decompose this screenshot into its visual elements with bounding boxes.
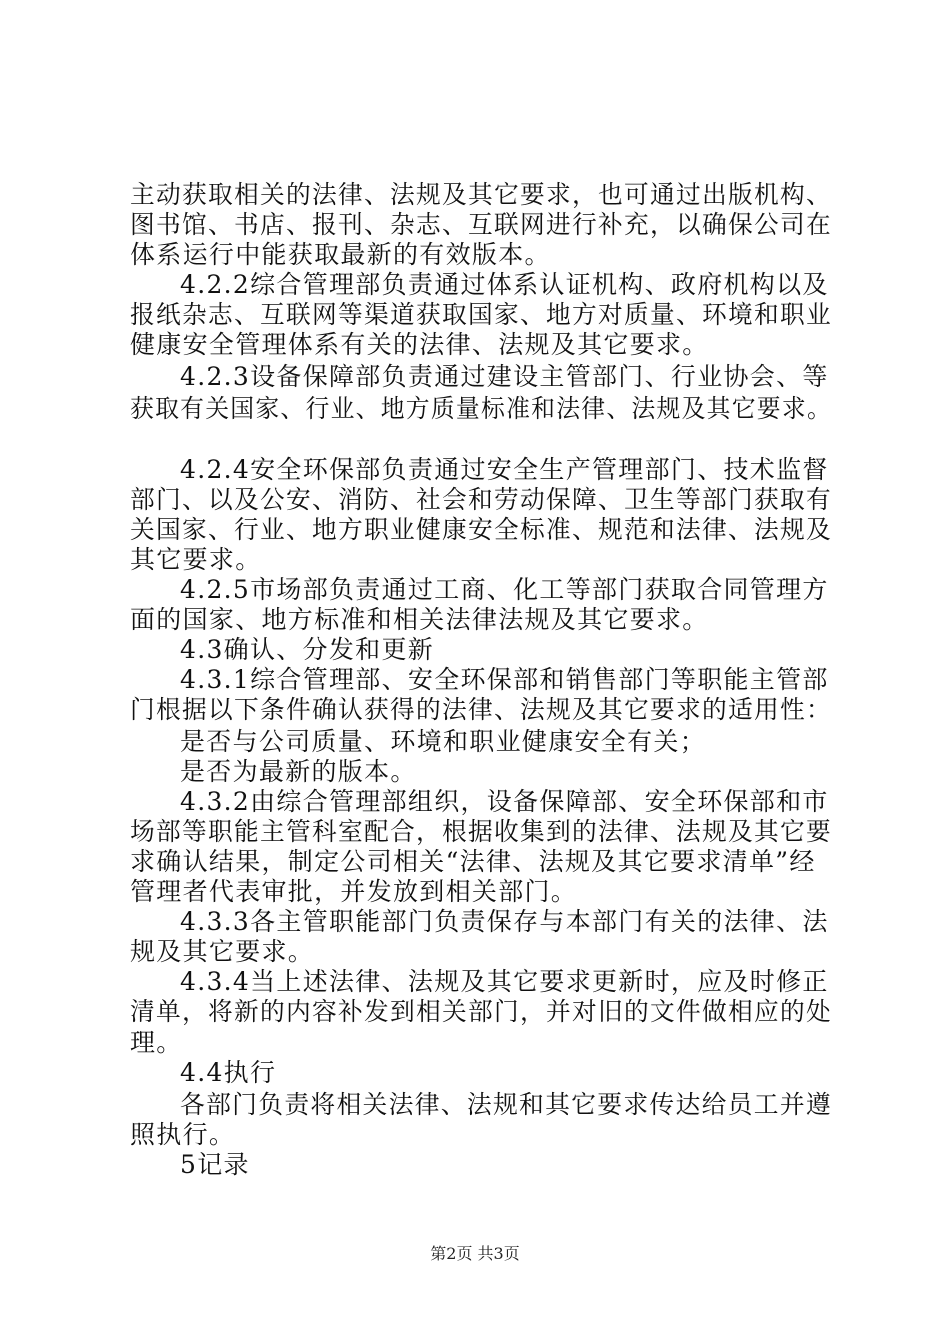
body-text-line: 各部门负责将相关法律、法规和其它要求传达给员工并遵: [180, 1090, 832, 1119]
section-heading-4-4: 4.4执行: [180, 1058, 277, 1087]
body-text-line: 图书馆、书店、报刊、杂志、互联网进行补充，以确保公司在: [130, 210, 833, 239]
clause-4-3-1-line: 4.3.1综合管理部、安全环保部和销售部门等职能主管部: [180, 665, 829, 694]
body-text-line: 面的国家、地方标准和相关法律法规及其它要求。: [130, 605, 709, 634]
body-text-line: 理。: [130, 1028, 183, 1057]
condition-item: 是否与公司质量、环境和职业健康安全有关；: [180, 727, 707, 756]
body-text-line: 主动获取相关的法律、法规及其它要求，也可通过出版机构、: [130, 180, 833, 209]
clause-4-2-4-line: 4.2.4安全环保部负责通过安全生产管理部门、技术监督: [180, 455, 829, 484]
clause-4-3-4-line: 4.3.4当上述法律、法规及其它要求更新时，应及时修正: [180, 967, 829, 996]
section-heading-5: 5记录: [180, 1150, 250, 1179]
body-text-line: 其它要求。: [130, 545, 262, 574]
clause-4-2-5-line: 4.2.5市场部负责通过工商、化工等部门获取合同管理方: [180, 575, 829, 604]
page-number-footer: 第2页 共3页: [430, 1244, 520, 1263]
clause-4-2-3-line: 4.2.3设备保障部负责通过建设主管部门、行业协会、等: [180, 362, 829, 391]
body-text-line: 健康安全管理体系有关的法律、法规及其它要求。: [130, 330, 709, 359]
body-text-line: 管理者代表审批，并发放到相关部门。: [130, 877, 578, 906]
body-text-line: 照执行。: [130, 1120, 236, 1149]
body-text-line: 场部等职能主管科室配合，根据收集到的法律、法规及其它要: [130, 817, 833, 846]
body-text-line: 部门、以及公安、消防、社会和劳动保障、卫生等部门获取有: [130, 485, 833, 514]
clause-4-2-2-line: 4.2.2综合管理部负责通过体系认证机构、政府机构以及: [180, 270, 829, 299]
body-text-line: 报纸杂志、互联网等渠道获取国家、地方对质量、环境和职业: [130, 300, 833, 329]
body-text-line: 体系运行中能获取最新的有效版本。: [130, 240, 551, 269]
body-text-line: 获取有关国家、行业、地方质量标准和法律、法规及其它要求。: [130, 394, 833, 423]
body-text-line: 规及其它要求。: [130, 937, 315, 966]
body-text-line: 清单，将新的内容补发到相关部门，并对旧的文件做相应的处: [130, 997, 833, 1026]
body-text-line: 求确认结果，制定公司相关“法律、法规及其它要求清单”经: [130, 847, 816, 876]
clause-4-3-3-line: 4.3.3各主管职能部门负责保存与本部门有关的法律、法: [180, 907, 829, 936]
clause-4-3-2-line: 4.3.2由综合管理部组织，设备保障部、安全环保部和市: [180, 787, 829, 816]
body-text-line: 门根据以下条件确认获得的法律、法规及其它要求的适用性：: [130, 695, 833, 724]
section-heading-4-3: 4.3确认、分发和更新: [180, 635, 435, 664]
condition-item: 是否为最新的版本。: [180, 757, 417, 786]
body-text-line: 关国家、行业、地方职业健康安全标准、规范和法律、法规及: [130, 515, 833, 544]
